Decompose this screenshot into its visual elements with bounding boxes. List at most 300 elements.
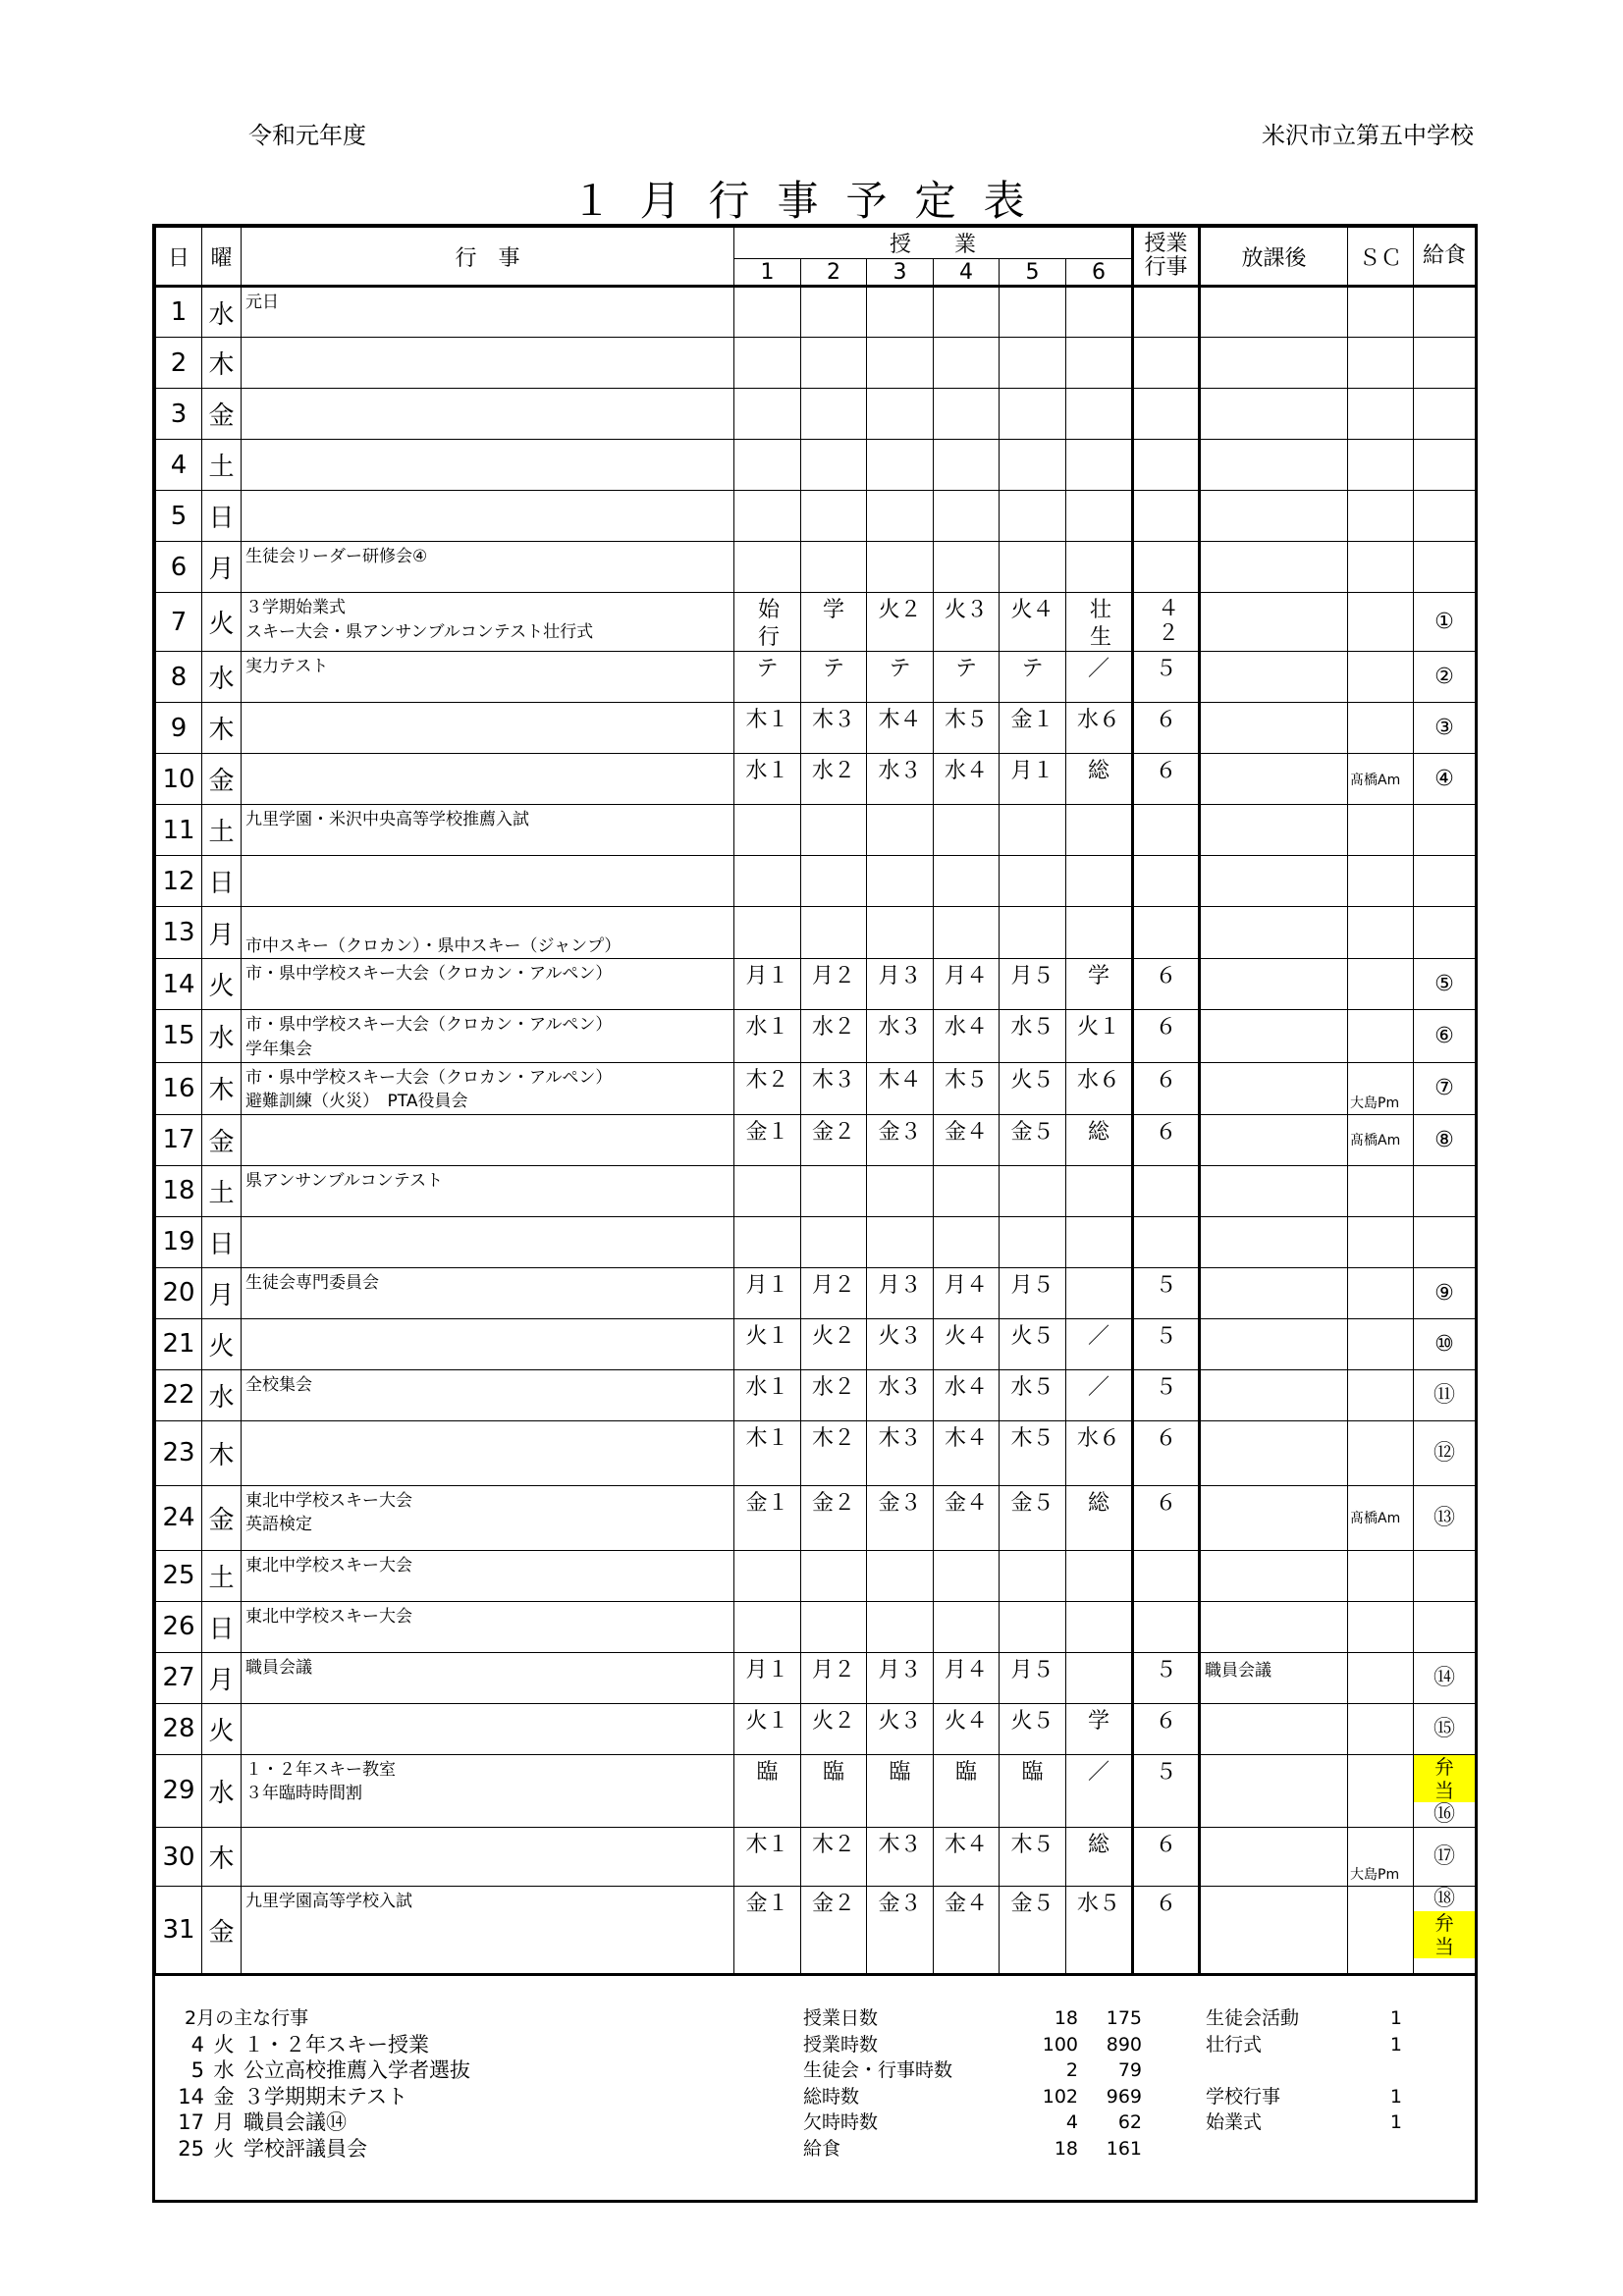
- period-2-cell: [801, 805, 867, 856]
- activity-count: 1: [1389, 2111, 1402, 2133]
- lunch-count: ⑯: [1434, 1801, 1456, 1827]
- counselor-cell: 髙橋Am: [1348, 1485, 1414, 1550]
- event-text: １・２年スキー教室: [245, 1759, 396, 1780]
- page-title: １月行事予定表: [570, 177, 1053, 225]
- day-number: 23: [156, 1420, 202, 1485]
- day-of-week: 金: [202, 389, 242, 440]
- after-school-cell: [1200, 338, 1348, 389]
- counselor-cell: [1348, 1550, 1414, 1601]
- lunch-count: ⑱: [1434, 1887, 1456, 1912]
- after-school-cell: [1200, 754, 1348, 805]
- february-item: [163, 2084, 470, 2110]
- lunch-cell: [1414, 338, 1476, 389]
- class-event-hours: [1133, 805, 1200, 856]
- after-school-cell: [1200, 389, 1348, 440]
- period-1-cell: [734, 907, 801, 959]
- after-school-cell: [1200, 1887, 1348, 1975]
- february-item: [163, 2136, 470, 2163]
- after-school-cell: [1200, 1216, 1348, 1267]
- event-cell: [242, 1887, 734, 1975]
- stat-monthly: 2: [1065, 2059, 1078, 2081]
- period-1-cell: [734, 1601, 801, 1652]
- counselor-cell: [1348, 652, 1414, 703]
- counselor-cell: [1348, 287, 1414, 338]
- period-3-cell: [867, 491, 934, 542]
- period-1-cell: 金１: [734, 1485, 801, 1550]
- stat-cumulative: 890: [1106, 2033, 1142, 2056]
- class-event-hours: ５: [1133, 1318, 1200, 1369]
- lunch-cell: [1414, 1550, 1476, 1601]
- stat-label: 授業時数: [803, 2033, 879, 2056]
- table-row: [156, 1062, 1476, 1114]
- event-text: 学年集会: [245, 1039, 312, 1059]
- class-event-hours: [1133, 440, 1200, 491]
- february-event: １・２年スキー授業: [243, 2032, 429, 2056]
- day-number: 25: [156, 1550, 202, 1601]
- period-1-cell: [734, 805, 801, 856]
- stat-label: 総時数: [803, 2085, 860, 2108]
- lunch-cell: [1414, 1754, 1476, 1827]
- period-6-cell: [1066, 856, 1133, 907]
- day-of-week: 土: [202, 1550, 242, 1601]
- period-5-cell: 月５: [1000, 959, 1066, 1010]
- day-number: 3: [156, 389, 202, 440]
- table-row: [156, 1318, 1476, 1369]
- event-text: 生徒会専門委員会: [245, 1272, 379, 1293]
- period-4-cell: テ: [934, 652, 1000, 703]
- day-of-week: 土: [202, 1165, 242, 1216]
- stat-cumulative: 969: [1106, 2085, 1142, 2108]
- after-school-cell: [1200, 805, 1348, 856]
- lunch-cell: ⑦: [1414, 1062, 1476, 1114]
- after-school-cell: [1200, 1318, 1348, 1369]
- class-event-hours: ５: [1133, 652, 1200, 703]
- counselor-cell: [1348, 338, 1414, 389]
- day-of-week: 日: [202, 491, 242, 542]
- event-text: スキー大会・県アンサンブルコンテスト壮行式: [245, 621, 594, 642]
- day-number: 10: [156, 754, 202, 805]
- stat-row: [803, 2032, 1142, 2058]
- february-item: [163, 2057, 470, 2084]
- lunch-cell: ⑧: [1414, 1114, 1476, 1165]
- period-6-cell: [1066, 1550, 1133, 1601]
- event-cell: [242, 1114, 734, 1165]
- lunch-cell: ⑨: [1414, 1267, 1476, 1318]
- event-text: 九里学園高等学校入試: [245, 1892, 412, 1912]
- period-4-cell: 火４: [934, 1318, 1000, 1369]
- period-5-cell: [1000, 1550, 1066, 1601]
- period-2-cell: [801, 389, 867, 440]
- event-cell: [242, 542, 734, 593]
- period-5-cell: [1000, 856, 1066, 907]
- period-5-cell: [1000, 491, 1066, 542]
- class-event-hours: ６: [1133, 703, 1200, 754]
- class-event-hours: ５: [1133, 1267, 1200, 1318]
- stat-monthly: 100: [1042, 2033, 1078, 2056]
- lunch-cell: [1414, 907, 1476, 959]
- counselor-cell: [1348, 805, 1414, 856]
- period-4-cell: [934, 491, 1000, 542]
- period-2-cell: [801, 1601, 867, 1652]
- table-row: [156, 1420, 1476, 1485]
- table-row: [156, 1010, 1476, 1062]
- period-4-cell: 月４: [934, 959, 1000, 1010]
- counselor-cell: [1348, 389, 1414, 440]
- table-row: [156, 856, 1476, 907]
- after-school-cell: [1200, 1828, 1348, 1887]
- class-event-hours: ６: [1133, 1062, 1200, 1114]
- table-row: [156, 1267, 1476, 1318]
- lunch-cell: ⑬: [1414, 1485, 1476, 1550]
- class-event-hours: [1133, 542, 1200, 593]
- period-6-cell: ／: [1066, 1318, 1133, 1369]
- period-6-cell: 水５: [1066, 1887, 1133, 1975]
- period-1-cell: [734, 491, 801, 542]
- lunch-cell: ③: [1414, 703, 1476, 754]
- period-5-cell: [1000, 440, 1066, 491]
- period-1-cell: [734, 542, 801, 593]
- period-6-cell: 総: [1066, 1114, 1133, 1165]
- activity-row: [1206, 2084, 1402, 2110]
- lunch-cell: [1414, 1887, 1476, 1975]
- day-of-week: 水: [202, 1369, 242, 1420]
- period-5-cell: [1000, 907, 1066, 959]
- period-2-cell: [801, 287, 867, 338]
- day-of-week: 土: [202, 440, 242, 491]
- period-3-cell: [867, 440, 934, 491]
- day-number: 21: [156, 1318, 202, 1369]
- lunch-cell: [1414, 287, 1476, 338]
- period-2-cell: 火２: [801, 1703, 867, 1754]
- stat-label: 欠時時数: [803, 2111, 879, 2133]
- period-5-cell: 月５: [1000, 1267, 1066, 1318]
- february-day: 4: [190, 2032, 204, 2056]
- period-2-cell: テ: [801, 652, 867, 703]
- after-school-cell: [1200, 1010, 1348, 1062]
- period-1-cell: [734, 287, 801, 338]
- period-5-cell: [1000, 1601, 1066, 1652]
- period-3-cell: 火２: [867, 593, 934, 652]
- february-event: 公立高校推薦入学者選抜: [243, 2058, 470, 2082]
- day-number: 18: [156, 1165, 202, 1216]
- day-number: 2: [156, 338, 202, 389]
- stat-row: [803, 2005, 1142, 2032]
- period-5-cell: 金５: [1000, 1485, 1066, 1550]
- after-school-cell: [1200, 1114, 1348, 1165]
- activity-label: 学校行事: [1206, 2085, 1281, 2108]
- period-6-cell: [1066, 1165, 1133, 1216]
- event-cell: [242, 1601, 734, 1652]
- period-5-cell: 月５: [1000, 1652, 1066, 1703]
- period-3-cell: 木３: [867, 1828, 934, 1887]
- period-3-cell: 月３: [867, 959, 934, 1010]
- activity-count: 1: [1389, 2085, 1402, 2108]
- period-6-cell: [1066, 542, 1133, 593]
- period-3-cell: [867, 542, 934, 593]
- after-school-cell: [1200, 1601, 1348, 1652]
- february-events: [163, 2005, 470, 2162]
- after-school-cell: [1200, 703, 1348, 754]
- summary-section: [155, 1970, 1475, 2200]
- period-5-cell: 火５: [1000, 1318, 1066, 1369]
- table-row: [156, 1114, 1476, 1165]
- event-cell: [242, 1703, 734, 1754]
- period-1-cell: 火１: [734, 1318, 801, 1369]
- period-2-cell: 月２: [801, 1267, 867, 1318]
- class-event-hours: [1133, 856, 1200, 907]
- period-2-cell: [801, 1216, 867, 1267]
- lunch-cell: ⑰: [1414, 1828, 1476, 1887]
- lunch-cell: ⑩: [1414, 1318, 1476, 1369]
- stat-row: [803, 2136, 1142, 2163]
- period-4-cell: 火４: [934, 1703, 1000, 1754]
- period-4-cell: [934, 287, 1000, 338]
- event-cell: [242, 1828, 734, 1887]
- counselor-cell: [1348, 440, 1414, 491]
- period-1-cell: 始行: [734, 593, 801, 652]
- period-3-cell: [867, 287, 934, 338]
- period-4-cell: 木５: [934, 703, 1000, 754]
- day-of-week: 金: [202, 754, 242, 805]
- day-of-week: 木: [202, 1062, 242, 1114]
- activity-count: 1: [1389, 2007, 1402, 2029]
- period-4-cell: 臨: [934, 1754, 1000, 1827]
- counselor-cell: 髙橋Am: [1348, 1114, 1414, 1165]
- period-5-cell: 金１: [1000, 703, 1066, 754]
- period-6-cell: [1066, 287, 1133, 338]
- stat-row: [803, 2084, 1142, 2110]
- period-4-cell: [934, 1550, 1000, 1601]
- event-text: 九里学園・米沢中央高等学校推薦入試: [245, 810, 529, 829]
- table-row: [156, 338, 1476, 389]
- bento-note: 弁当: [1414, 1911, 1475, 1958]
- class-event-hours: ５: [1133, 1652, 1200, 1703]
- event-cell: [242, 805, 734, 856]
- period-3-cell: [867, 907, 934, 959]
- day-of-week: 水: [202, 652, 242, 703]
- february-dow: 金: [213, 2084, 235, 2109]
- event-cell: [242, 1267, 734, 1318]
- period-1-cell: 水１: [734, 1369, 801, 1420]
- event-cell: [242, 338, 734, 389]
- col-class-event-header: 授業行事: [1133, 228, 1200, 287]
- day-number: 12: [156, 856, 202, 907]
- class-event-hours: ６: [1133, 1114, 1200, 1165]
- period-2-cell: [801, 856, 867, 907]
- period-4-cell: [934, 907, 1000, 959]
- counselor-cell: [1348, 907, 1414, 959]
- event-text: 市中スキー（クロカン）・県中スキー（ジャンプ）: [245, 935, 622, 956]
- after-school-cell: [1200, 1165, 1348, 1216]
- table-row: [156, 287, 1476, 338]
- event-text: 市・県中学校スキー大会（クロカン・アルペン）: [245, 964, 613, 985]
- stat-label: 給食: [803, 2137, 841, 2160]
- table-row: [156, 1887, 1476, 1975]
- period-1-cell: [734, 389, 801, 440]
- school-name: 米沢市立第五中学校: [1262, 122, 1474, 149]
- period-1-cell: 木１: [734, 1420, 801, 1485]
- table-row: [156, 491, 1476, 542]
- period-6-cell: ／: [1066, 652, 1133, 703]
- class-event-hours: [1133, 1165, 1200, 1216]
- day-of-week: 月: [202, 1652, 242, 1703]
- february-day: 5: [190, 2058, 204, 2082]
- counselor-cell: [1348, 1703, 1414, 1754]
- period-1-cell: 木１: [734, 703, 801, 754]
- period-4-cell: 水４: [934, 1369, 1000, 1420]
- period-5-cell: 火５: [1000, 1703, 1066, 1754]
- counselor-cell: [1348, 1165, 1414, 1216]
- period-3-cell: [867, 389, 934, 440]
- activity-count: 1: [1389, 2033, 1402, 2056]
- day-of-week: 火: [202, 959, 242, 1010]
- period-3-cell: 木３: [867, 1420, 934, 1485]
- period-3-cell: [867, 856, 934, 907]
- counselor-cell: [1348, 593, 1414, 652]
- table-row: [156, 1550, 1476, 1601]
- stat-monthly: 102: [1042, 2085, 1078, 2108]
- period-6-cell: 水６: [1066, 1420, 1133, 1485]
- period-1-cell: 水１: [734, 754, 801, 805]
- lunch-cell: [1414, 440, 1476, 491]
- day-number: 5: [156, 491, 202, 542]
- counselor-cell: [1348, 959, 1414, 1010]
- period-3-cell: 水３: [867, 754, 934, 805]
- day-of-week: 木: [202, 338, 242, 389]
- february-day: 25: [178, 2136, 204, 2161]
- counselor-cell: [1348, 1010, 1414, 1062]
- after-school-cell: [1200, 907, 1348, 959]
- day-number: 11: [156, 805, 202, 856]
- period-2-cell: 木３: [801, 703, 867, 754]
- period-3-cell: 臨: [867, 1754, 934, 1827]
- bento-note: 弁当: [1414, 1755, 1475, 1802]
- period-3-cell: 火３: [867, 1318, 934, 1369]
- stat-row: [803, 2109, 1142, 2136]
- col-dow-header: 曜: [202, 228, 242, 287]
- period-6-cell: [1066, 805, 1133, 856]
- class-event-hours: [1133, 338, 1200, 389]
- stat-monthly: 18: [1054, 2137, 1078, 2160]
- event-cell: [242, 1420, 734, 1485]
- february-dow: 月: [213, 2110, 235, 2134]
- period-3-cell: [867, 805, 934, 856]
- period-2-cell: [801, 907, 867, 959]
- period-2-cell: 金２: [801, 1485, 867, 1550]
- stat-row: [803, 2057, 1142, 2084]
- event-text: 生徒会リーダー研修会④: [245, 547, 428, 566]
- period-2-cell: 木３: [801, 1062, 867, 1114]
- counselor-cell: [1348, 703, 1414, 754]
- table-row: [156, 959, 1476, 1010]
- class-event-hours: ５: [1133, 1754, 1200, 1827]
- period-5-cell: 水５: [1000, 1010, 1066, 1062]
- counselor-cell: [1348, 1216, 1414, 1267]
- period-header-2: 2: [801, 259, 867, 287]
- period-header-3: 3: [867, 259, 934, 287]
- event-text: 市・県中学校スキー大会（クロカン・アルペン）: [245, 1015, 613, 1036]
- period-4-cell: [934, 338, 1000, 389]
- period-2-cell: 木２: [801, 1828, 867, 1887]
- counselor-cell: [1348, 1267, 1414, 1318]
- event-cell: [242, 907, 734, 959]
- day-number: 28: [156, 1703, 202, 1754]
- event-cell: [242, 959, 734, 1010]
- period-4-cell: 水４: [934, 754, 1000, 805]
- table-row: [156, 1165, 1476, 1216]
- february-day: 14: [178, 2084, 204, 2109]
- february-item: [163, 2032, 470, 2058]
- day-of-week: 日: [202, 1601, 242, 1652]
- after-school-cell: [1200, 542, 1348, 593]
- counselor-cell: 大島Pm: [1348, 1828, 1414, 1887]
- day-number: 4: [156, 440, 202, 491]
- counselor-cell: [1348, 1754, 1414, 1827]
- period-3-cell: 月３: [867, 1652, 934, 1703]
- period-3-cell: 金３: [867, 1887, 934, 1975]
- event-cell: [242, 491, 734, 542]
- february-event: ３学期期末テスト: [243, 2084, 408, 2109]
- counselor-cell: [1348, 856, 1414, 907]
- event-cell: [242, 1318, 734, 1369]
- day-of-week: 月: [202, 907, 242, 959]
- period-6-cell: 総: [1066, 1828, 1133, 1887]
- event-cell: [242, 1216, 734, 1267]
- stat-monthly: 4: [1065, 2111, 1078, 2133]
- stat-cumulative: 175: [1106, 2007, 1142, 2029]
- period-3-cell: [867, 1216, 934, 1267]
- after-school-cell: [1200, 1267, 1348, 1318]
- after-school-cell: [1200, 1420, 1348, 1485]
- table-row: [156, 1485, 1476, 1550]
- period-6-cell: [1066, 1652, 1133, 1703]
- period-6-cell: [1066, 1601, 1133, 1652]
- period-1-cell: [734, 1165, 801, 1216]
- period-5-cell: 水５: [1000, 1369, 1066, 1420]
- period-3-cell: [867, 1550, 934, 1601]
- period-4-cell: 金４: [934, 1887, 1000, 1975]
- event-text: 東北中学校スキー大会: [245, 1555, 412, 1575]
- event-cell: [242, 754, 734, 805]
- event-cell: [242, 1652, 734, 1703]
- activity-label: 始業式: [1206, 2111, 1263, 2133]
- period-5-cell: 金５: [1000, 1114, 1066, 1165]
- event-text: 実力テスト: [245, 657, 329, 676]
- day-number: 24: [156, 1485, 202, 1550]
- period-2-cell: 月２: [801, 959, 867, 1010]
- table-row: [156, 652, 1476, 703]
- period-4-cell: [934, 542, 1000, 593]
- period-2-cell: [801, 491, 867, 542]
- day-of-week: 金: [202, 1114, 242, 1165]
- period-1-cell: 月１: [734, 959, 801, 1010]
- event-text: 東北中学校スキー大会: [245, 1490, 412, 1511]
- table-row: [156, 542, 1476, 593]
- lunch-cell: ①: [1414, 593, 1476, 652]
- day-number: 16: [156, 1062, 202, 1114]
- period-5-cell: [1000, 338, 1066, 389]
- counselor-cell: [1348, 542, 1414, 593]
- day-of-week: 火: [202, 1318, 242, 1369]
- period-4-cell: 木４: [934, 1420, 1000, 1485]
- period-1-cell: テ: [734, 652, 801, 703]
- february-dow: 水: [213, 2058, 235, 2082]
- day-number: 20: [156, 1267, 202, 1318]
- class-event-hours: ６: [1133, 1828, 1200, 1887]
- period-2-cell: [801, 1165, 867, 1216]
- period-3-cell: 木４: [867, 1062, 934, 1114]
- event-cell: [242, 1754, 734, 1827]
